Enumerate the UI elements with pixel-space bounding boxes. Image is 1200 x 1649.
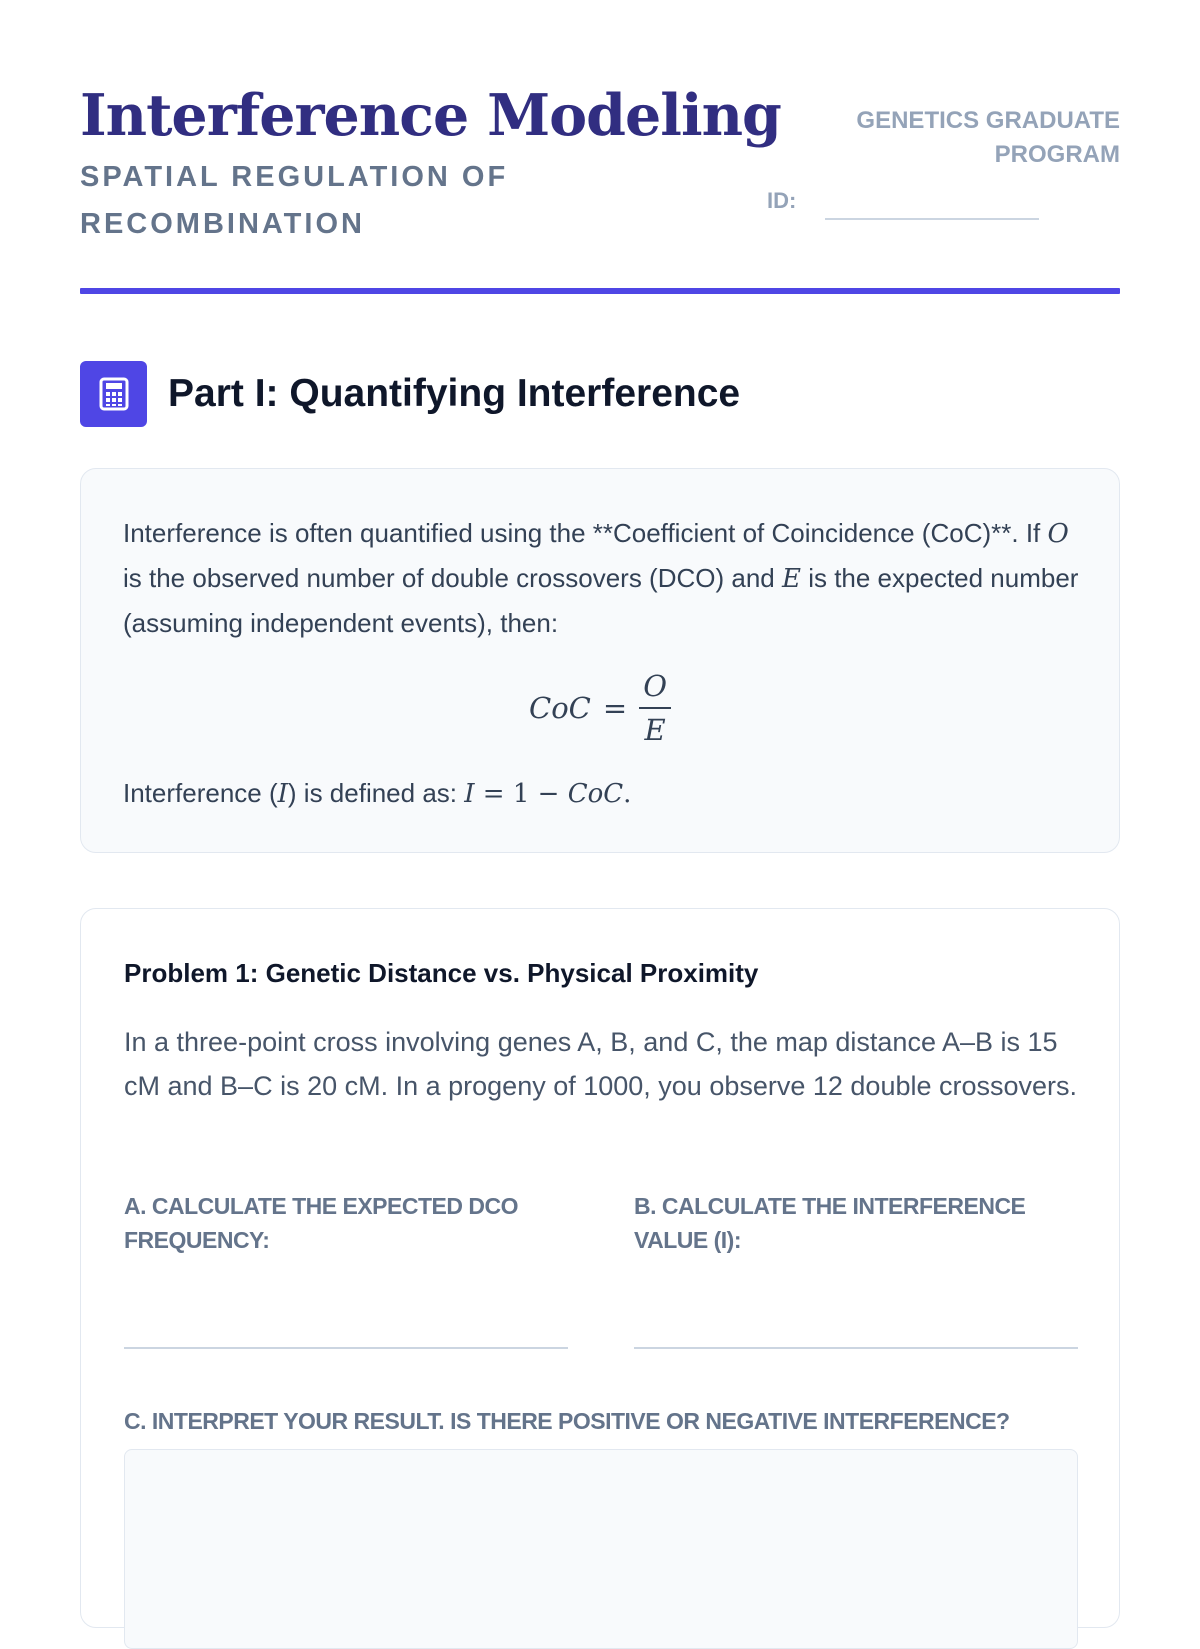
answer-a-field[interactable]	[124, 1347, 568, 1349]
page-subtitle: SPATIAL REGULATION OF RECOMBINATION	[80, 161, 509, 240]
section-title: Part I: Quantifying Interference	[168, 372, 741, 415]
variable-e: E	[781, 564, 801, 594]
page-title: Interference Modeling	[80, 82, 781, 149]
interference-definition	[123, 771, 1083, 816]
concept-text-part: Interference is often quantified using the **Coefficient of Coincidence (CoC)**. If	[123, 518, 1048, 548]
definition-text-part: ) is defined as:	[287, 778, 465, 808]
coc-formula	[81, 669, 1119, 747]
question-a-label: A. CALCULATE THE EXPECTED DCO FREQUENCY:	[124, 1193, 518, 1253]
equation-i: I	[464, 779, 475, 809]
formula-fraction	[639, 669, 671, 747]
concept-paragraph	[123, 511, 1083, 645]
concept-card	[80, 468, 1120, 853]
student-id-field[interactable]	[825, 218, 1039, 220]
formula-lhs: CoC	[529, 691, 591, 725]
answer-b-field[interactable]	[634, 1347, 1078, 1349]
problem-title: Problem 1: Genetic Distance vs. Physical Proximity	[124, 958, 759, 988]
formula-denominator: E	[644, 713, 666, 747]
program-name: GENETICS GRADUATE PROGRAM	[856, 107, 1120, 168]
equation-coc: CoC	[567, 779, 624, 809]
calculator-icon	[80, 361, 147, 427]
equation-end: .	[623, 779, 632, 809]
question-c-label: C. INTERPRET YOUR RESULT. IS THERE POSITIVE OR NEGATIVE INTERFERENCE?	[124, 1408, 1010, 1434]
concept-text-part: is the observed number of double crossovers (DCO) and	[123, 563, 782, 593]
variable-o: O	[1047, 519, 1069, 549]
variable-i: I	[277, 779, 288, 809]
formula-equals: =	[602, 691, 628, 725]
question-b-label: B. CALCULATE THE INTERFERENCE VALUE (I):	[634, 1193, 1026, 1253]
problem-statement: In a three-point cross involving genes A, B, and C, the map distance A–B is 15 cM and B–C is 20 cM. In a progeny of 1000, you observe 12 double crossovers.	[124, 1027, 1078, 1101]
student-id-label: ID:	[767, 188, 797, 213]
concept-text-part: is the expected number (assuming independent events), then:	[123, 563, 1079, 638]
problem-card	[80, 908, 1120, 1628]
formula-numerator: O	[639, 669, 671, 709]
definition-text-part: Interference (	[123, 778, 278, 808]
header-divider	[80, 288, 1120, 294]
equation-middle: = 1 −	[474, 779, 568, 809]
answer-c-textarea[interactable]	[124, 1449, 1078, 1649]
